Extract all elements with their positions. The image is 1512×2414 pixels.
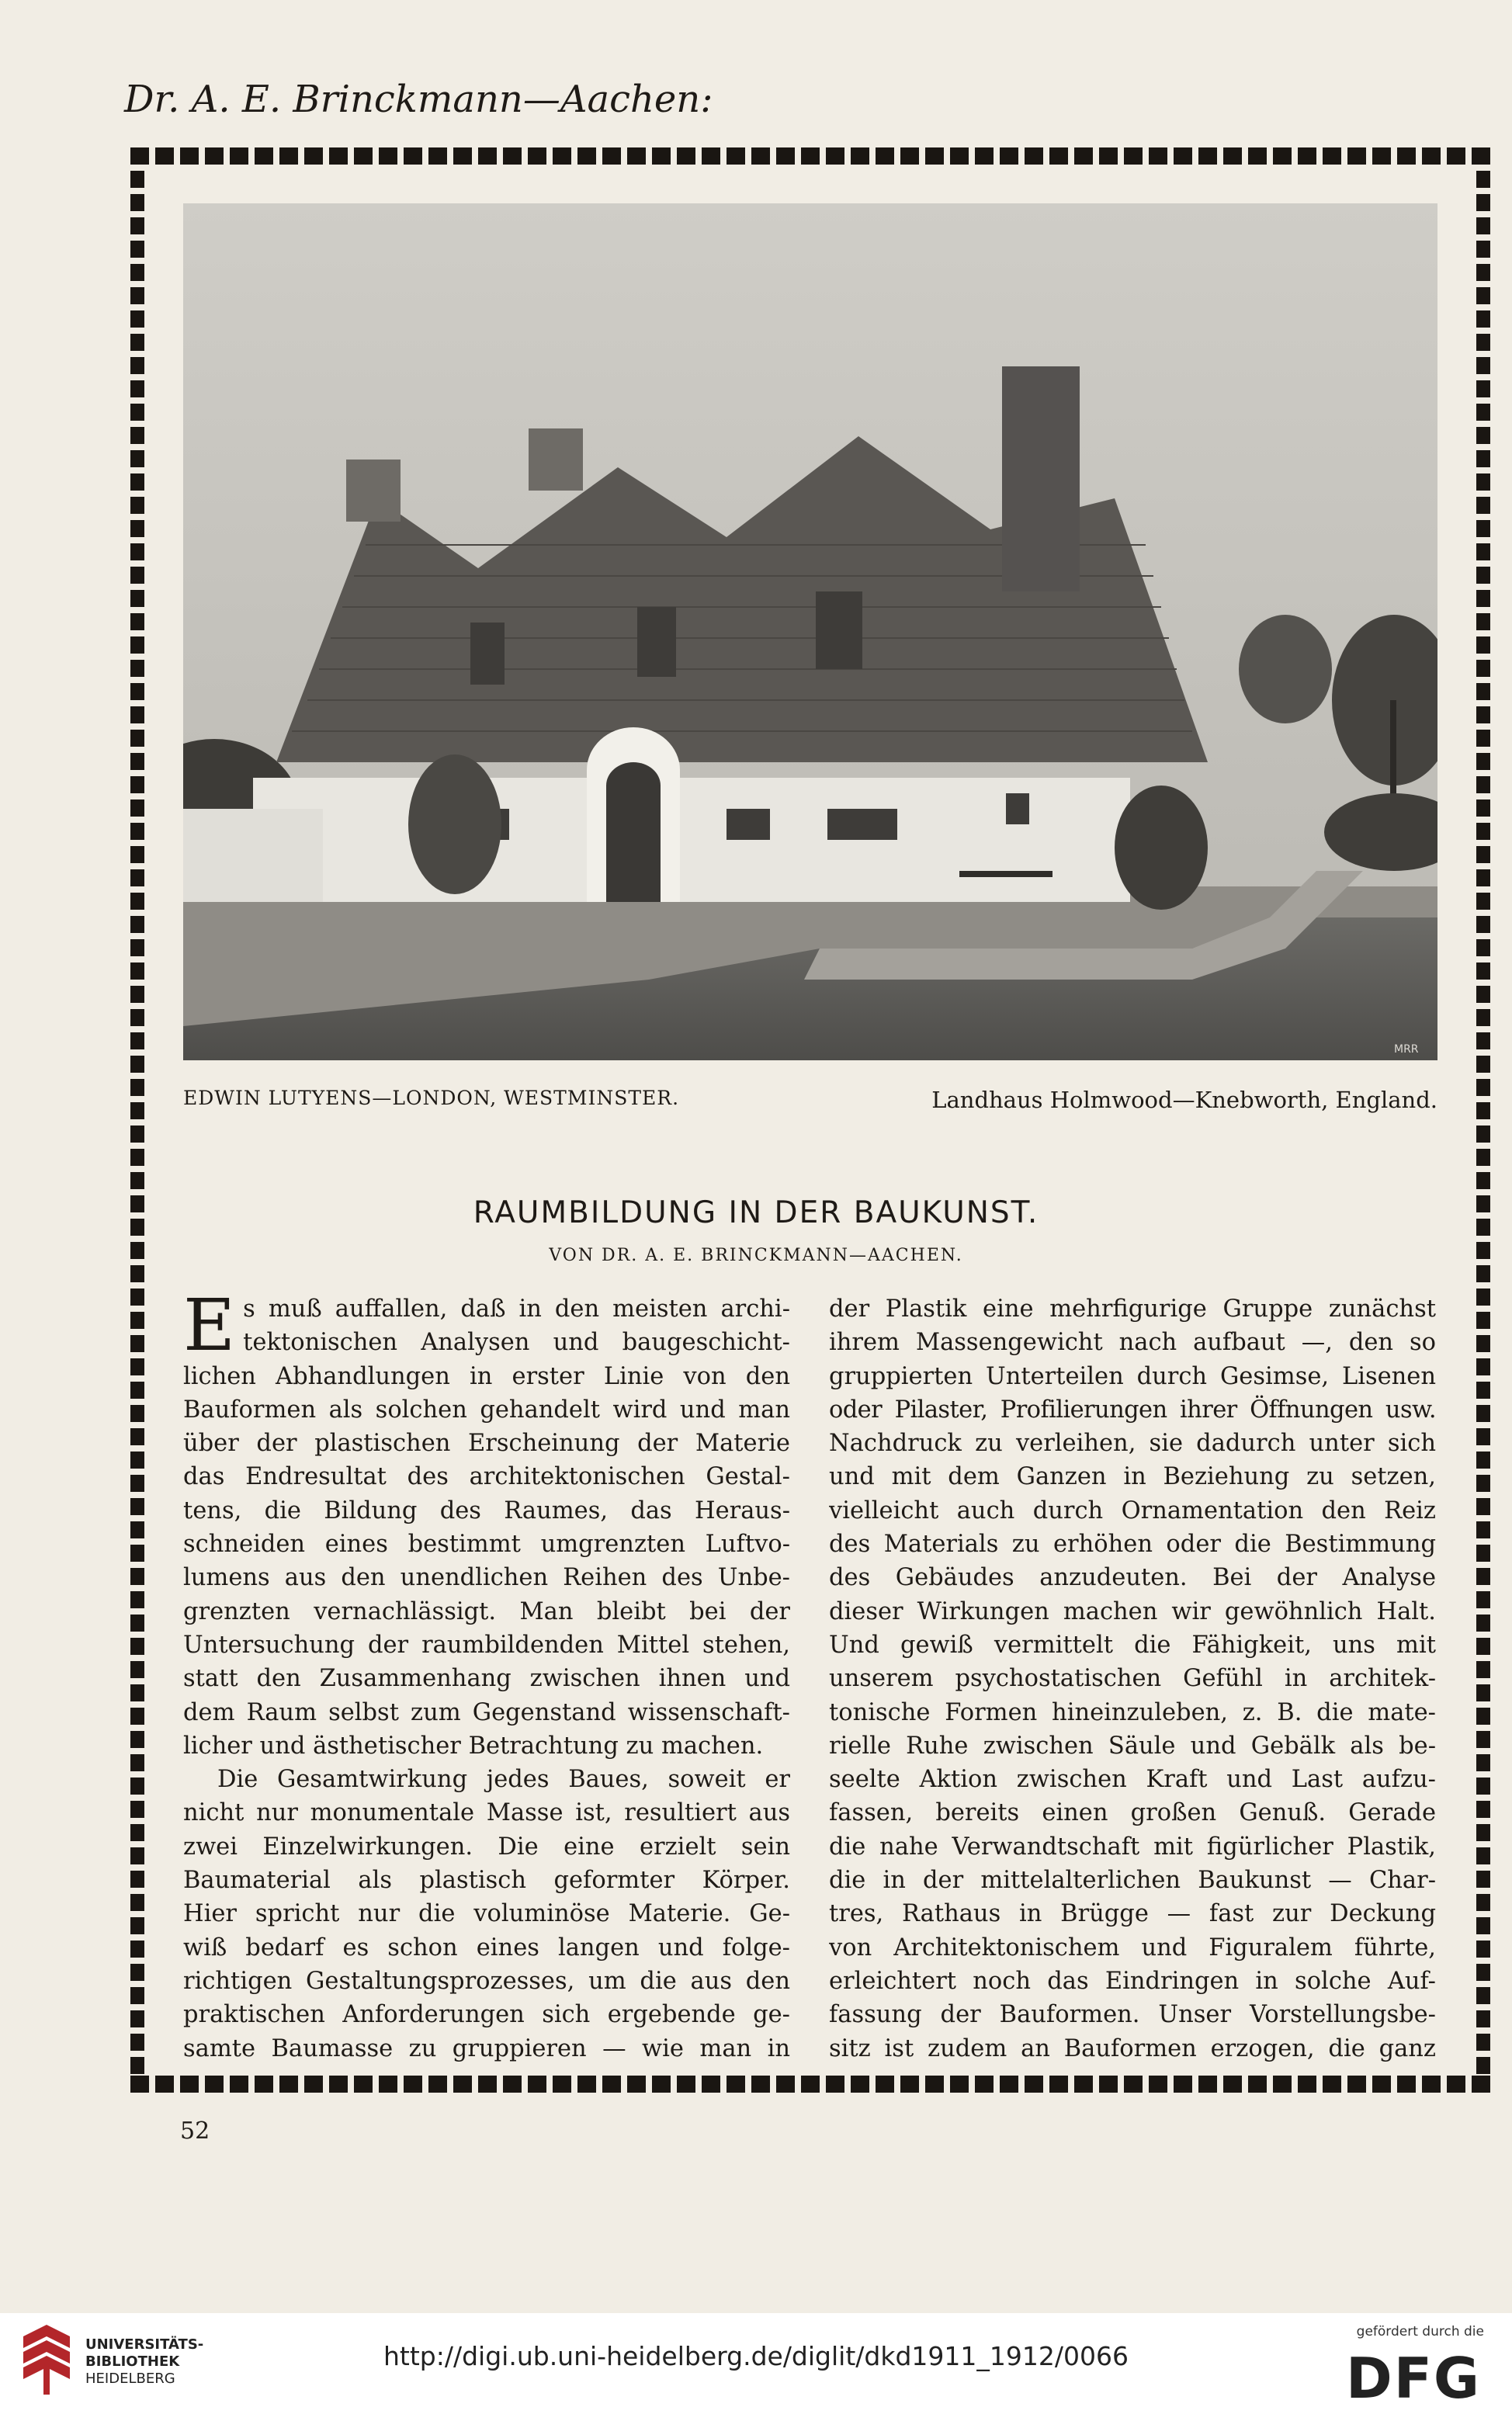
right-text-column — [829, 1292, 1436, 2065]
text-line: nicht nur monumentale Masse ist, resultiert aus — [183, 1799, 790, 1827]
text-line: Bauformen als solchen gehandelt wird und man — [183, 1396, 790, 1424]
text-line: tonische Formen hineinzuleben, z. B. die mate- — [829, 1698, 1436, 1726]
text-line: Baumaterial als plastisch geformter Körper. — [183, 1867, 790, 1895]
text-line: tens, die Bildung des Raumes, das Heraus- — [183, 1497, 790, 1524]
left-text-column — [183, 1284, 790, 2065]
text-line: samte Baumasse zu gruppieren — wie man in — [183, 2034, 790, 2062]
text-line: der Plastik eine mehrfigurige Gruppe zunächst — [829, 1295, 1436, 1323]
text-line: Untersuchung der raumbildenden Mittel stehen, — [183, 1631, 790, 1659]
article-title: RAUMBILDUNG IN DER BAUKUNST. — [473, 1195, 1039, 1230]
photo-monogram: MRR — [1394, 1043, 1419, 1056]
text-line: vielleicht auch durch Ornamentation den Reiz — [829, 1497, 1436, 1524]
text-line: grenzten vernachlässigt. Man bleibt bei der — [183, 1597, 790, 1625]
library-name: UNIVERSITÄTS- BIBLIOTHEK HEIDELBERG — [85, 2336, 204, 2387]
photo-caption-title: Landhaus Holmwood—Knebworth, England. — [931, 1087, 1437, 1113]
text-line: s muß auffallen, daß in den meisten archi- — [243, 1295, 790, 1323]
text-line: oder Pilaster, Profilierungen ihrer Öffnungen usw. — [829, 1396, 1436, 1424]
text-line: statt den Zusammenhang zwischen ihnen und — [183, 1665, 790, 1693]
text-line: von Architektonischem und Figuralem führte, — [829, 1934, 1436, 1961]
text-line: fassung der Bauformen. Unser Vorstellungsbe- — [829, 2001, 1436, 2029]
text-line: dem Raum selbst zum Gegenstand wissenschaft- — [183, 1698, 790, 1726]
text-line: tektonischen Analysen und baugeschicht- — [243, 1329, 790, 1357]
dfg-logo: DFG — [1345, 2346, 1481, 2411]
page-number: 52 — [180, 2117, 210, 2145]
text-line: das Endresultat des architektonischen Gestal- — [183, 1463, 790, 1491]
text-line: richtigen Gestaltungsprozesses, um die aus den — [183, 1967, 790, 1995]
article-byline: VON DR. A. E. BRINCKMANN—AACHEN. — [549, 1246, 963, 1265]
text-line: fassen, bereits einen großen Genuß. Gerade — [829, 1799, 1436, 1827]
text-line: sitz ist zudem an Bauformen erzogen, die ganz — [829, 2034, 1436, 2062]
text-line: des Materials zu erhöhen oder die Bestimmung — [829, 1531, 1436, 1559]
text-line: zwei Einzelwirkungen. Die eine erzielt sein — [183, 1833, 790, 1861]
text-line: unserem psychostatischen Gefühl in architek- — [829, 1665, 1436, 1693]
text-line: tres, Rathaus in Brügge — fast zur Deckung — [829, 1900, 1436, 1928]
funding-note: gefördert durch die — [1356, 2324, 1484, 2339]
text-line: über der plastischen Erscheinung der Materie — [183, 1430, 790, 1458]
digitization-footer — [0, 2313, 1512, 2414]
text-line: ihrem Massengewicht nach aufbaut —, den so — [829, 1329, 1436, 1357]
text-line: des Gebäudes anzudeuten. Bei der Analyse — [829, 1564, 1436, 1592]
text-line: praktischen Anforderungen sich ergebende ge- — [183, 2001, 790, 2029]
text-line: schneiden eines bestimmt umgrenzten Luftvo- — [183, 1531, 790, 1559]
text-line: lichen Abhandlungen in erster Linie von den — [183, 1362, 790, 1390]
photo-caption-architect: EDWIN LUTYENS—LONDON, WESTMINSTER. — [183, 1087, 680, 1109]
text-line: die in der mittelalterlichen Baukunst — Char- — [829, 1867, 1436, 1895]
text-line: Die Gesamtwirkung jedes Baues, soweit er — [217, 1766, 790, 1794]
text-line: licher und ästhetischer Betrachtung zu machen. — [183, 1732, 764, 1760]
text-line: seelte Aktion zwischen Kraft und Last aufzu- — [829, 1766, 1436, 1794]
text-line: und mit dem Ganzen in Beziehung zu setzen, — [829, 1463, 1436, 1491]
source-url-link[interactable]: http://digi.ub.uni-heidelberg.de/diglit/dkd1911_1912/0066 — [383, 2341, 1129, 2371]
running-header: Dr. A. E. Brinckmann—Aachen: — [124, 78, 713, 121]
drop-cap: E — [183, 1284, 236, 1367]
text-line: Und gewiß vermittelt die Fähigkeit, uns mit — [829, 1631, 1436, 1659]
text-line: rielle Ruhe zwischen Säule und Gebälk als be- — [829, 1732, 1436, 1760]
text-line: gruppierten Unterteilen durch Gesimse, Lisenen — [829, 1362, 1436, 1390]
text-line: erleichtert noch das Eindringen in solche Auf- — [829, 1967, 1436, 1995]
text-line: Hier spricht nur die voluminöse Materie. Ge- — [183, 1900, 790, 1928]
text-line: lumens aus den unendlichen Reihen des Unbe- — [183, 1564, 790, 1592]
text-line: wiß bedarf es schon eines langen und folge- — [183, 1934, 790, 1961]
text-line: die nahe Verwandtschaft mit figürlicher Plastik, — [829, 1833, 1436, 1861]
text-line: Nachdruck zu verleihen, sie dadurch unter sich — [829, 1430, 1436, 1458]
text-line: dieser Wirkungen machen wir gewöhnlich Halt. — [829, 1597, 1436, 1625]
house-photograph — [183, 203, 1437, 1060]
